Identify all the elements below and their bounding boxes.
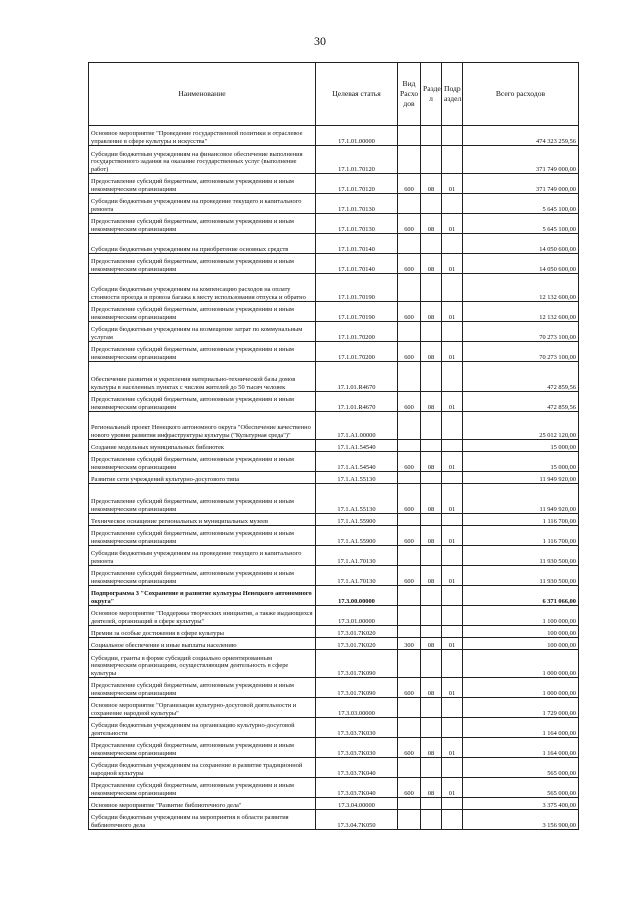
cell-subsection: 01 [442, 678, 463, 698]
cell-total: 565 000,00 [463, 758, 579, 778]
cell-subsection [442, 586, 463, 606]
table-row [89, 472, 579, 484]
cell-target: 17.3.03.7K040 [316, 758, 398, 778]
cell-section [421, 514, 442, 526]
cell-section: 08 [421, 342, 442, 362]
cell-section: 08 [421, 174, 442, 194]
cell-name: Предоставление субсидий бюджетным, автономным учреждениям и иным некоммерческим организациям [89, 452, 316, 472]
cell-type [398, 472, 421, 484]
table-row [89, 342, 579, 362]
column-header-total: Всего расходов [463, 63, 579, 126]
cell-type: 600 [398, 452, 421, 472]
table-row [89, 234, 579, 254]
cell-target: 17.1.01.70120 [316, 174, 398, 194]
cell-section [421, 362, 442, 392]
cell-target: 17.3.01.7K020 [316, 626, 398, 638]
table-row [89, 514, 579, 526]
cell-type [398, 758, 421, 778]
cell-section: 08 [421, 302, 442, 322]
page-number: 30 [314, 34, 326, 48]
cell-section [421, 650, 442, 678]
cell-subsection [442, 514, 463, 526]
cell-section: 08 [421, 738, 442, 758]
cell-name: Предоставление субсидий бюджетным, автономным учреждениям и иным некоммерческим организациям [89, 778, 316, 798]
cell-type [398, 514, 421, 526]
table-row [89, 606, 579, 626]
cell-subsection [442, 146, 463, 174]
cell-type: 600 [398, 484, 421, 514]
cell-section: 08 [421, 526, 442, 546]
cell-type [398, 126, 421, 146]
cell-type [398, 322, 421, 342]
cell-section: 08 [421, 484, 442, 514]
table-row [89, 412, 579, 440]
cell-subsection: 01 [442, 638, 463, 650]
cell-name: Техническое оснащение региональных и муниципальных музеев [89, 514, 316, 526]
cell-target: 17.1.01.00000 [316, 126, 398, 146]
cell-type: 600 [398, 342, 421, 362]
table-row [89, 214, 579, 234]
cell-name: Предоставление субсидий бюджетным, автономным учреждениям и иным некоммерческим организациям [89, 392, 316, 412]
cell-section [421, 274, 442, 302]
cell-subsection [442, 234, 463, 254]
cell-target: 17.3.03.7K040 [316, 778, 398, 798]
cell-total: 14 050 600,00 [463, 234, 579, 254]
table-row [89, 638, 579, 650]
cell-target: 17.1.01.70130 [316, 214, 398, 234]
cell-target: 17.1.A1.55900 [316, 526, 398, 546]
table-row [89, 810, 579, 830]
cell-name: Субсидии, гранты в форме субсидий социально ориентированным некоммерческим организациям, осуществляющим деятельность в сфере культуры [89, 650, 316, 678]
cell-total: 14 050 600,00 [463, 254, 579, 274]
cell-target: 17.1.01.70200 [316, 322, 398, 342]
cell-section [421, 126, 442, 146]
cell-target: 17.1.A1.54540 [316, 440, 398, 452]
cell-subsection [442, 322, 463, 342]
table-row [89, 718, 579, 738]
cell-target: 17.1.01.R4670 [316, 362, 398, 392]
cell-name: Предоставление субсидий бюджетным, автономным учреждениям и иным некоммерческим организациям [89, 526, 316, 546]
cell-subsection: 01 [442, 738, 463, 758]
cell-section [421, 718, 442, 738]
cell-name: Развитие сети учреждений культурно-досугового типа [89, 472, 316, 484]
table-header-row [89, 63, 579, 126]
table-row [89, 302, 579, 322]
cell-subsection [442, 698, 463, 718]
cell-subsection [442, 810, 463, 830]
cell-type: 300 [398, 638, 421, 650]
cell-target: 17.1.01.70200 [316, 342, 398, 362]
cell-total: 25 012 120,00 [463, 412, 579, 440]
table-row [89, 392, 579, 412]
table-row [89, 484, 579, 514]
cell-type: 600 [398, 392, 421, 412]
cell-total: 1 164 000,00 [463, 738, 579, 758]
cell-section [421, 412, 442, 440]
cell-name: Основное мероприятие "Проведение государственной политики и отраслевое управление в сфере культуры и искусства" [89, 126, 316, 146]
cell-target: 17.1.A1.55900 [316, 514, 398, 526]
table-row [89, 146, 579, 174]
cell-section: 08 [421, 638, 442, 650]
column-header-name: Наименование [89, 63, 316, 126]
cell-type: 600 [398, 778, 421, 798]
cell-type [398, 698, 421, 718]
cell-section: 08 [421, 566, 442, 586]
cell-total: 3 375 400,00 [463, 798, 579, 810]
table-row [89, 650, 579, 678]
cell-name: Предоставление субсидий бюджетным, автономным учреждениям и иным некоммерческим организациям [89, 302, 316, 322]
cell-section [421, 810, 442, 830]
cell-total: 1 116 700,00 [463, 526, 579, 546]
table-row [89, 194, 579, 214]
cell-section [421, 698, 442, 718]
cell-subsection [442, 274, 463, 302]
cell-section: 08 [421, 452, 442, 472]
cell-total: 472 859,56 [463, 362, 579, 392]
cell-target: 17.1.01.70190 [316, 302, 398, 322]
cell-name: Предоставление субсидий бюджетным, автономным учреждениям и иным некоммерческим организациям [89, 174, 316, 194]
cell-name: Субсидии бюджетным учреждениям на сохранение и развитие традиционной народной культуры [89, 758, 316, 778]
cell-total: 1 116 700,00 [463, 514, 579, 526]
cell-section [421, 606, 442, 626]
cell-section [421, 472, 442, 484]
cell-name: Региональный проект Ненецкого автономного округа "Обеспечение качественно нового уровня развития инфраструктуры культуры ("Культурная среда")" [89, 412, 316, 440]
cell-total: 70 273 100,00 [463, 322, 579, 342]
cell-total: 12 132 600,00 [463, 302, 579, 322]
cell-target: 17.1.A1.70130 [316, 566, 398, 586]
cell-subsection: 01 [442, 566, 463, 586]
cell-name: Субсидии бюджетным учреждениям на возмещение затрат по коммунальным услугам [89, 322, 316, 342]
cell-type [398, 546, 421, 566]
table-row [89, 546, 579, 566]
cell-target: 17.3.01.7K090 [316, 678, 398, 698]
cell-name: Предоставление субсидий бюджетным, автономным учреждениям и иным некоммерческим организациям [89, 566, 316, 586]
cell-name: Субсидии бюджетным учреждениям на проведение текущего и капитального ремонта [89, 194, 316, 214]
cell-target: 17.3.03.7K030 [316, 738, 398, 758]
cell-subsection: 01 [442, 302, 463, 322]
cell-type [398, 194, 421, 214]
cell-subsection [442, 798, 463, 810]
cell-type: 600 [398, 214, 421, 234]
table-row [89, 738, 579, 758]
table-row [89, 566, 579, 586]
cell-type: 600 [398, 566, 421, 586]
cell-subsection: 01 [442, 254, 463, 274]
cell-section: 08 [421, 392, 442, 412]
table-row [89, 452, 579, 472]
cell-type [398, 798, 421, 810]
cell-target: 17.1.A1.00000 [316, 412, 398, 440]
cell-name: Предоставление субсидий бюджетным, автономным учреждениям и иным некоммерческим организациям [89, 254, 316, 274]
cell-type [398, 718, 421, 738]
cell-name: Субсидии бюджетным учреждениям на организацию культурно-досуговой деятельности [89, 718, 316, 738]
cell-name: Субсидии бюджетным учреждениям на финансовое обеспечение выполнения государственного задания на оказание государственных услуг (выполнение работ) [89, 146, 316, 174]
cell-type [398, 362, 421, 392]
cell-total: 1 100 000,00 [463, 606, 579, 626]
cell-type [398, 626, 421, 638]
cell-name: Основное мероприятие "Организация культурно-досуговой деятельности и сохранение народной культуры" [89, 698, 316, 718]
cell-type: 600 [398, 254, 421, 274]
cell-total: 474 323 259,56 [463, 126, 579, 146]
cell-total: 565 000,00 [463, 778, 579, 798]
cell-subsection [442, 126, 463, 146]
cell-name: Основное мероприятие "Развитие библиотечного дела" [89, 798, 316, 810]
cell-total: 371 749 000,00 [463, 146, 579, 174]
table-row [89, 778, 579, 798]
cell-type: 600 [398, 678, 421, 698]
cell-target: 17.1.A1.55130 [316, 484, 398, 514]
cell-section: 08 [421, 214, 442, 234]
column-header-subsection: Подр аздел [442, 63, 463, 126]
cell-total: 472 859,56 [463, 392, 579, 412]
cell-type [398, 810, 421, 830]
cell-name: Субсидии бюджетным учреждениям на проведение текущего и капитального ремонта [89, 546, 316, 566]
cell-target: 17.1.01.R4670 [316, 392, 398, 412]
cell-total: 100 000,00 [463, 638, 579, 650]
table-row [89, 254, 579, 274]
cell-name: Обеспечение развития и укрепления материально-технической базы домов культуры в населенных пунктах с числом жителей до 50 тысяч человек [89, 362, 316, 392]
cell-total: 70 273 100,00 [463, 342, 579, 362]
cell-total: 3 156 900,00 [463, 810, 579, 830]
cell-section [421, 146, 442, 174]
cell-section: 08 [421, 254, 442, 274]
cell-section [421, 758, 442, 778]
cell-subsection: 01 [442, 526, 463, 546]
cell-target: 17.1.01.70120 [316, 146, 398, 174]
table-row [89, 758, 579, 778]
cell-section [421, 798, 442, 810]
cell-total: 12 132 600,00 [463, 274, 579, 302]
table-row [89, 586, 579, 606]
cell-subsection [442, 472, 463, 484]
cell-name: Предоставление субсидий бюджетным, автономным учреждениям и иным некоммерческим организациям [89, 738, 316, 758]
cell-name: Субсидии бюджетным учреждениям на мероприятия в области развития библиотечного дела [89, 810, 316, 830]
table-row [89, 698, 579, 718]
cell-type: 600 [398, 526, 421, 546]
cell-subsection [442, 606, 463, 626]
table-row [89, 798, 579, 810]
cell-target: 17.1.A1.70130 [316, 546, 398, 566]
cell-name: Предоставление субсидий бюджетным, автономным учреждениям и иным некоммерческим организациям [89, 678, 316, 698]
cell-target: 17.3.01.00000 [316, 606, 398, 626]
cell-total: 5 645 100,00 [463, 214, 579, 234]
cell-subsection: 01 [442, 342, 463, 362]
cell-total: 15 000,00 [463, 440, 579, 452]
cell-total: 15 000,00 [463, 452, 579, 472]
cell-target: 17.3.03.7K030 [316, 718, 398, 738]
cell-subsection [442, 758, 463, 778]
cell-target: 17.3.04.00000 [316, 798, 398, 810]
cell-total: 100 000,00 [463, 626, 579, 638]
cell-type [398, 146, 421, 174]
cell-subsection: 01 [442, 484, 463, 514]
cell-name: Субсидии бюджетным учреждениям на компенсацию расходов на оплату стоимости проезда и провоза багажа к месту использования отпуска и обратно [89, 274, 316, 302]
cell-type: 600 [398, 174, 421, 194]
cell-section [421, 234, 442, 254]
table-row [89, 174, 579, 194]
cell-total: 1 000 000,00 [463, 678, 579, 698]
table-body [89, 126, 579, 830]
cell-target: 17.1.A1.55130 [316, 472, 398, 484]
cell-name: Подпрограмма 3 "Сохранение и развитие культуры Ненецкого автономного округа" [89, 586, 316, 606]
cell-target: 17.3.04.7K050 [316, 810, 398, 830]
cell-target: 17.3.01.7K020 [316, 638, 398, 650]
column-header-type: Вид Расхо дов [398, 63, 421, 126]
expenditure-table [88, 62, 579, 830]
cell-target: 17.1.01.70140 [316, 234, 398, 254]
cell-section [421, 586, 442, 606]
cell-total: 6 371 066,00 [463, 586, 579, 606]
cell-total: 11 930 500,00 [463, 546, 579, 566]
cell-name: Предоставление субсидий бюджетным, автономным учреждениям и иным некоммерческим организациям [89, 342, 316, 362]
table-row [89, 322, 579, 342]
cell-subsection [442, 194, 463, 214]
cell-total: 1 164 000,00 [463, 718, 579, 738]
cell-type: 600 [398, 302, 421, 322]
cell-total: 371 749 000,00 [463, 174, 579, 194]
cell-name: Субсидии бюджетным учреждениям на приобретение основных средств [89, 234, 316, 254]
cell-section [421, 626, 442, 638]
table-row [89, 440, 579, 452]
cell-name: Социальное обеспечение и иные выплаты населению [89, 638, 316, 650]
cell-subsection [442, 650, 463, 678]
cell-total: 1 729 000,00 [463, 698, 579, 718]
cell-section: 08 [421, 678, 442, 698]
cell-subsection: 01 [442, 778, 463, 798]
cell-subsection: 01 [442, 392, 463, 412]
cell-target: 17.3.01.7K090 [316, 650, 398, 678]
cell-target: 17.1.01.70130 [316, 194, 398, 214]
cell-name: Основное мероприятие "Поддержка творческих инициатив, а также выдающихся деятелей, организаций в сфере культуры" [89, 606, 316, 626]
cell-subsection [442, 718, 463, 738]
cell-total: 11 930 500,00 [463, 566, 579, 586]
cell-name: Премии за особые достижения в сфере культуры [89, 626, 316, 638]
cell-subsection: 01 [442, 174, 463, 194]
cell-section: 08 [421, 778, 442, 798]
cell-type [398, 440, 421, 452]
cell-target: 17.1.A1.54540 [316, 452, 398, 472]
cell-name: Создание модельных муниципальных библиотек [89, 440, 316, 452]
cell-type [398, 274, 421, 302]
cell-type [398, 234, 421, 254]
cell-total: 5 645 100,00 [463, 194, 579, 214]
column-header-section: Разде л [421, 63, 442, 126]
cell-subsection: 01 [442, 214, 463, 234]
cell-section [421, 440, 442, 452]
cell-subsection [442, 362, 463, 392]
cell-section [421, 322, 442, 342]
table-row [89, 526, 579, 546]
table-row [89, 274, 579, 302]
table-row [89, 678, 579, 698]
cell-type [398, 412, 421, 440]
cell-subsection [442, 440, 463, 452]
cell-total: 11 949 920,00 [463, 484, 579, 514]
cell-subsection [442, 626, 463, 638]
cell-type [398, 650, 421, 678]
table-row [89, 362, 579, 392]
cell-subsection [442, 546, 463, 566]
table-row [89, 626, 579, 638]
cell-target: 17.1.01.70140 [316, 254, 398, 274]
cell-section [421, 546, 442, 566]
cell-target: 17.3.00.00000 [316, 586, 398, 606]
cell-target: 17.1.01.70190 [316, 274, 398, 302]
cell-target: 17.3.03.00000 [316, 698, 398, 718]
column-header-target: Целевая статья [316, 63, 398, 126]
cell-subsection [442, 412, 463, 440]
cell-type: 600 [398, 738, 421, 758]
table-row [89, 126, 579, 146]
cell-name: Предоставление субсидий бюджетным, автономным учреждениям и иным некоммерческим организациям [89, 484, 316, 514]
cell-total: 11 949 920,00 [463, 472, 579, 484]
cell-type [398, 586, 421, 606]
cell-total: 1 000 000,00 [463, 650, 579, 678]
cell-name: Предоставление субсидий бюджетным, автономным учреждениям и иным некоммерческим организациям [89, 214, 316, 234]
cell-subsection: 01 [442, 452, 463, 472]
cell-section [421, 194, 442, 214]
cell-type [398, 606, 421, 626]
